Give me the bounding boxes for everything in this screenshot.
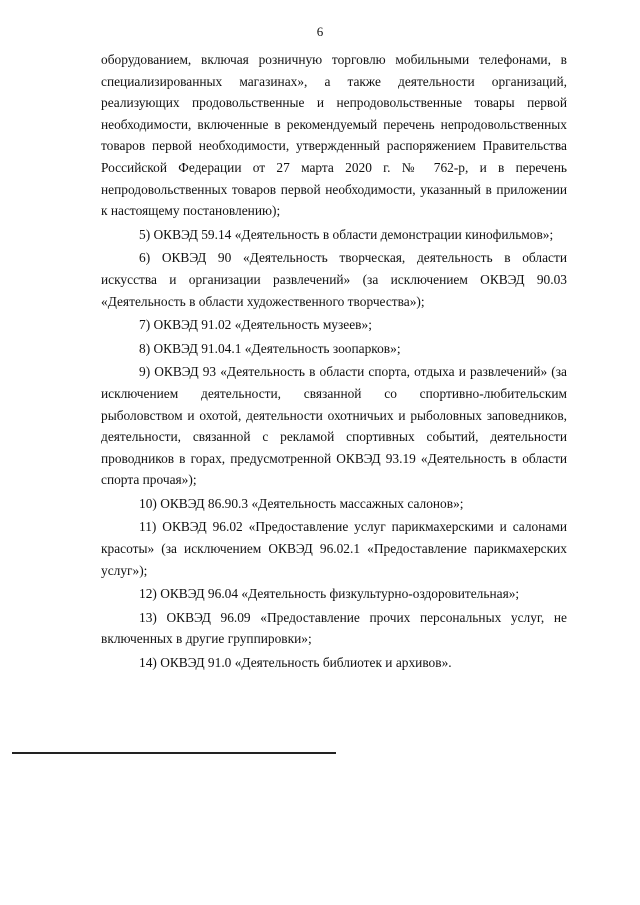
list-item-9: 9) ОКВЭД 93 «Деятельность в области спорта, отдыха и развлечений» (за исключением деятельности, связанной со спортивно-любительским рыболовством и охотой, деятельности охотничьих и рыболовных заповедников, деятельности, связанной с рекламой спортивных событий, деятельности проводников в горах, предусмотренной ОКВЭД 93.19 «Деятельность в области спорта прочая»);	[101, 364, 567, 488]
footer-rule	[12, 752, 336, 754]
list-item-11: 11) ОКВЭД 96.02 «Предоставление услуг парикмахерскими и салонами красоты» (за исключением ОКВЭД 96.02.1 «Предоставление парикмахерских услуг»);	[101, 519, 567, 578]
document-body	[101, 49, 567, 674]
list-item-13: 13) ОКВЭД 96.09 «Предоставление прочих персональных услуг, не включенных в другие группировки»;	[101, 609, 567, 647]
page-number: 6	[316, 24, 324, 39]
list-item-12: 12) ОКВЭД 96.04 «Деятельность физкультурно-оздоровительная»;	[139, 586, 520, 602]
list-item-7: 7) ОКВЭД 91.02 «Деятельность музеев»;	[139, 317, 372, 333]
list-item-8: 8) ОКВЭД 91.04.1 «Деятельность зоопарков»;	[139, 340, 401, 356]
paragraph-continuation: оборудованием, включая розничную торговлю мобильными телефонами, в специализированных магазинах», а также деятельности организаций, реализующих продовольственные и непродовольственные товары первой необходимости, включенные в рекомендуемый перечень непродовольственных товаров первой необходимости, утвержденный распоряжением Правительства Российской Федерации от 27 марта 2020 г. № 762-р, и в перечень непродовольственных товаров первой необходимости, указанный в приложении к настоящему постановлению);	[101, 52, 567, 219]
list-item-6: 6) ОКВЭД 90 «Деятельность творческая, деятельность в области искусства и организации развлечений» (за исключением ОКВЭД 90.03 «Деятельность в области художественного творчества»);	[101, 250, 567, 309]
list-item-10: 10) ОКВЭД 86.90.3 «Деятельность массажных салонов»;	[139, 495, 464, 511]
list-item-14: 14) ОКВЭД 91.0 «Деятельность библиотек и архивов».	[139, 655, 452, 671]
list-item-5: 5) ОКВЭД 59.14 «Деятельность в области демонстрации кинофильмов»;	[139, 226, 554, 242]
